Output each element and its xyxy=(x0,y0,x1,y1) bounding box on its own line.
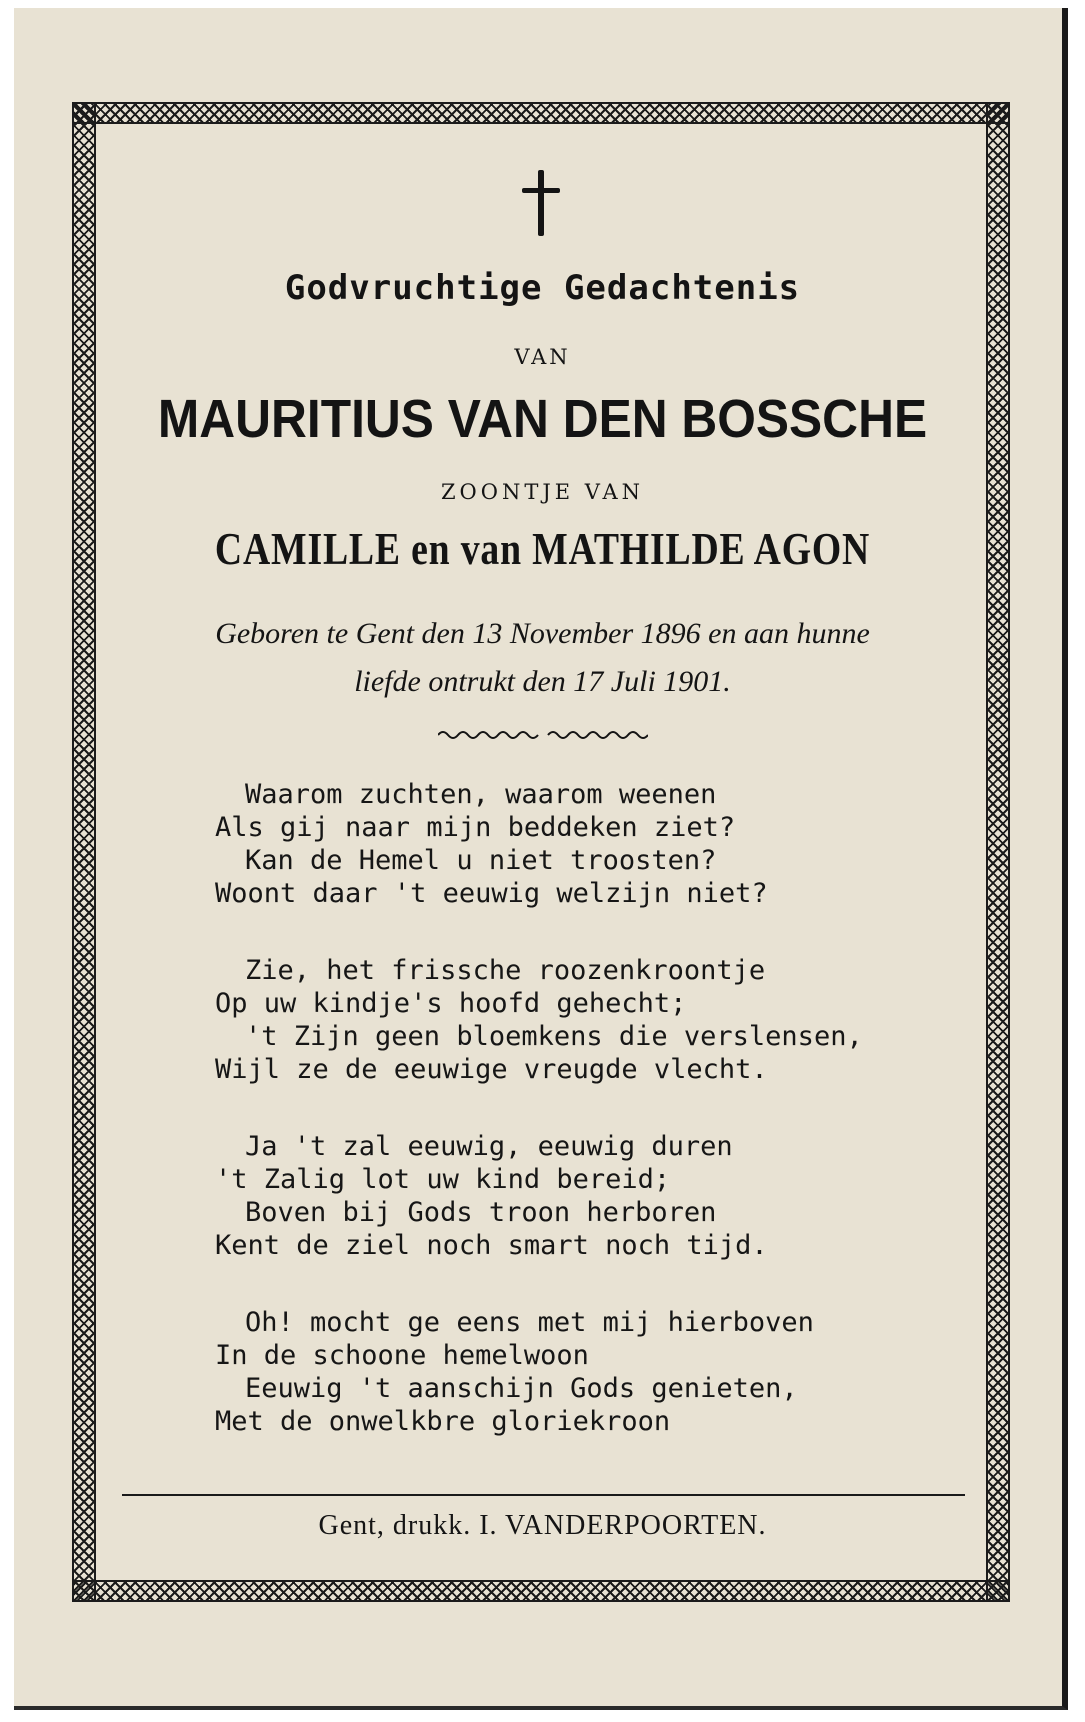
poem-line: Kent de ziel noch smart noch tijd. xyxy=(215,1230,768,1261)
poem-line: Oh! mocht ge eens met mij hierboven xyxy=(245,1307,814,1338)
poem-line: Op uw kindje's hoofd gehecht; xyxy=(215,988,687,1019)
poem-stanza xyxy=(215,1130,863,1262)
poem-line: 't Zalig lot uw kind bereid; xyxy=(215,1164,671,1195)
lace-border-bottom xyxy=(72,1580,1010,1602)
poem-stanza xyxy=(215,1306,863,1438)
poem-line: Kan de Hemel u niet troosten? xyxy=(245,845,717,876)
birth-line: Geboren te Gent den 13 November 1896 en aan hunne xyxy=(215,617,870,650)
poem-line: Wijl ze de eeuwige vreugde vlecht. xyxy=(215,1054,768,1085)
birth-death-text xyxy=(0,610,1085,706)
van-label: VAN xyxy=(514,345,571,369)
poem-line: Zie, het frissche roozenkroontje xyxy=(245,955,766,986)
poem-line: Waarom zuchten, waarom weenen xyxy=(245,779,717,810)
poem-line: 't Zijn geen bloemkens die verslensen, xyxy=(245,1021,863,1052)
printer-credit: Gent, drukk. I. VANDERPOORTEN. xyxy=(318,1510,767,1541)
poem-line: Als gij naar mijn beddeken ziet? xyxy=(215,812,736,843)
poem-line: Woont daar 't eeuwig welzijn niet? xyxy=(215,878,768,909)
parents-names: CAMILLE en van MATHILDE AGON xyxy=(214,523,871,574)
cross-icon xyxy=(522,170,560,236)
poem-line: Boven bij Gods troon herboren xyxy=(245,1197,717,1228)
poem-line: In de schoone hemelwoon xyxy=(215,1340,589,1371)
lace-border-right xyxy=(986,102,1010,1602)
poem-stanza xyxy=(215,954,863,1086)
death-line: liefde ontrukt den 17 Juli 1901. xyxy=(354,665,731,698)
poem-line: Ja 't zal eeuwig, eeuwig duren xyxy=(245,1131,733,1162)
lace-border-left xyxy=(72,102,96,1602)
poem xyxy=(215,778,863,1482)
poem-line: Met de onwelkbre gloriekroon xyxy=(215,1406,671,1437)
footer-rule xyxy=(122,1494,965,1496)
wave-divider xyxy=(438,728,648,742)
deceased-name: MAURITIUS VAN DEN BOSSCHE xyxy=(157,389,928,449)
poem-line: Eeuwig 't aanschijn Gods genieten, xyxy=(245,1373,798,1404)
zoontje-label: ZOONTJE VAN xyxy=(440,480,645,504)
lace-border-top xyxy=(72,102,1010,124)
card-title: Godvruchtige Gedachtenis xyxy=(284,268,801,308)
poem-stanza xyxy=(215,778,863,910)
